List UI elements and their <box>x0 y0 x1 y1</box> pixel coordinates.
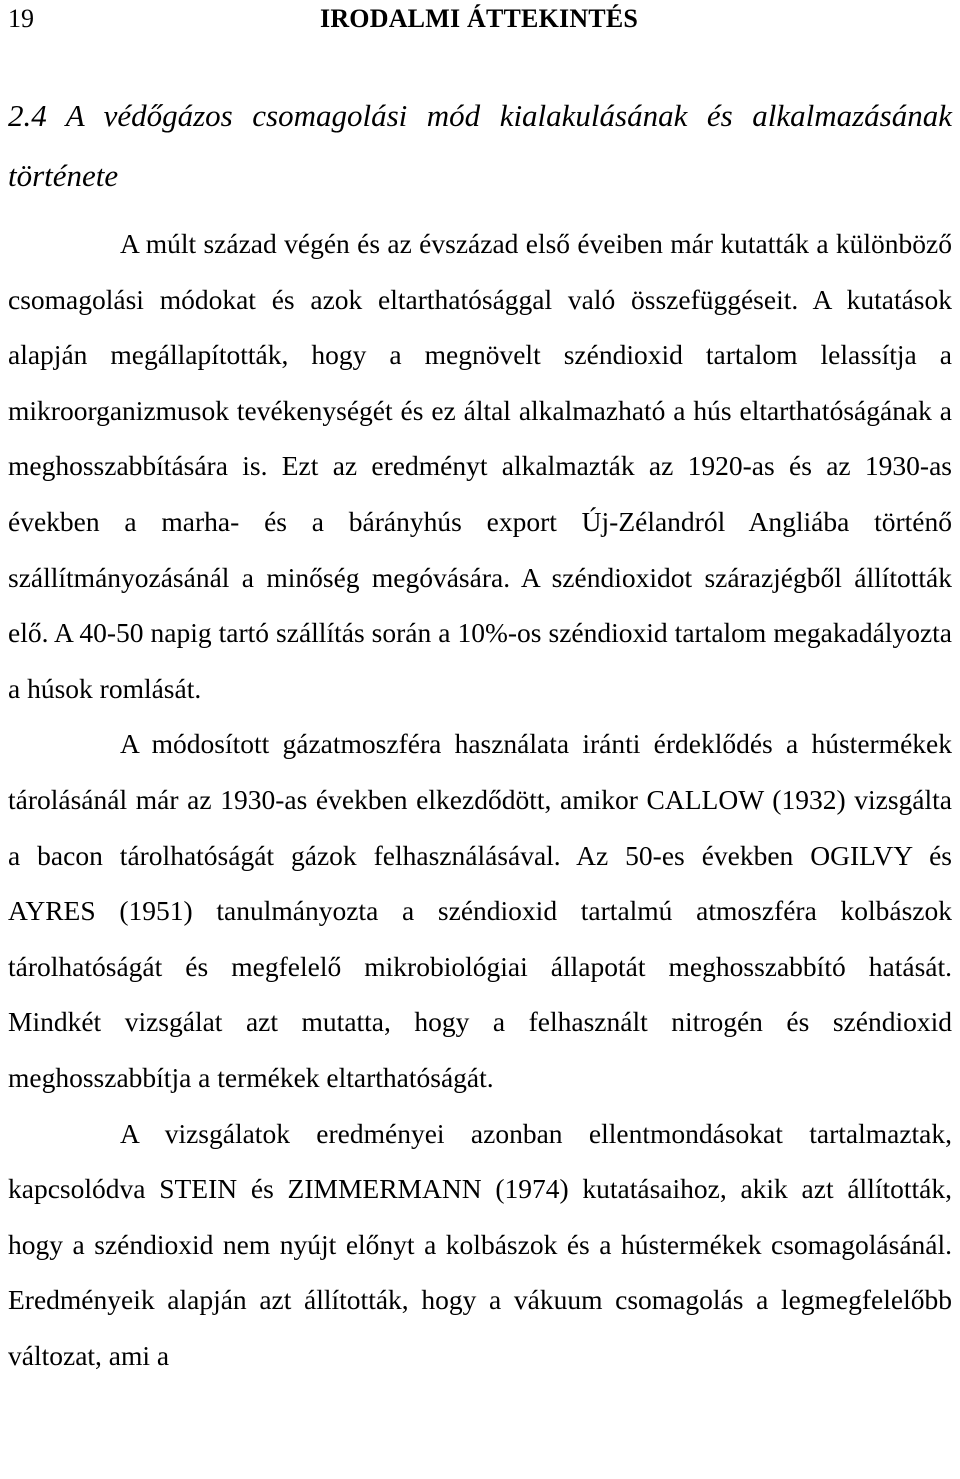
page-number: 19 <box>8 4 34 33</box>
chapter-title: IRODALMI ÁTTEKINTÉS <box>320 4 639 33</box>
section-heading: 2.4 A védőgázos csomagolási mód kialakulásának és alkalmazásának története <box>8 98 952 193</box>
body-text <box>8 216 952 1383</box>
running-header <box>0 2 960 36</box>
paragraph-3: A vizsgálatok eredményei azonban ellentmondásokat tartalmaztak, kapcsolódva STEIN és ZIMMERMANN (1974) kutatásaihoz, akik azt állították, hogy a széndioxid nem nyújt előnyt a kolbászok és a hústermékek csomagolásánál. Eredményeik alapján azt állították, hogy a vákuum csomagolás a legmegfelelőbb változat, ami a <box>8 1117 952 1371</box>
paragraph-2: A módosított gázatmoszféra használata iránti érdeklődés a hústermékek tárolásánál már az 1930-as években elkezdődött, amikor CALLOW (1932) vizsgálta a bacon tárolhatóságát gázok felhasználásával. Az 50-es években OGILVY és AYRES (1951) tanulmányozta a széndioxid tartalmú atmoszféra kolbászok tárolhatóságát és megfelelő mikrobiológiai állapotát meghosszabbító hatását. Mindkét vizsgálat azt mutatta, hogy a felhasznált nitrogén és széndioxid meghosszabbítja a termékek eltarthatóságát. <box>8 728 952 1093</box>
paragraph-1: A múlt század végén és az évszázad első éveiben már kutatták a különböző csomagolási módokat és azok eltarthatósággal való összefüggéseit. A kutatások alapján megállapították, hogy a megnövelt széndioxid tartalom lelassítja a mikroorganizmusok tevékenységét és ez által alkalmazható a hús eltarthatóságának a meghosszabbítására is. Ezt az eredményt alkalmazták az 1920-as és az 1930-as években a marha- és a bárányhús export Új-Zélandról Angliába történő szállítmányozásánál a minőség megóvására. A széndioxidot szárazjégből állították elő. A 40-50 napig tartó szállítás során a 10%-os széndioxid tartalom megakadályozta a húsok romlását. <box>8 228 952 704</box>
